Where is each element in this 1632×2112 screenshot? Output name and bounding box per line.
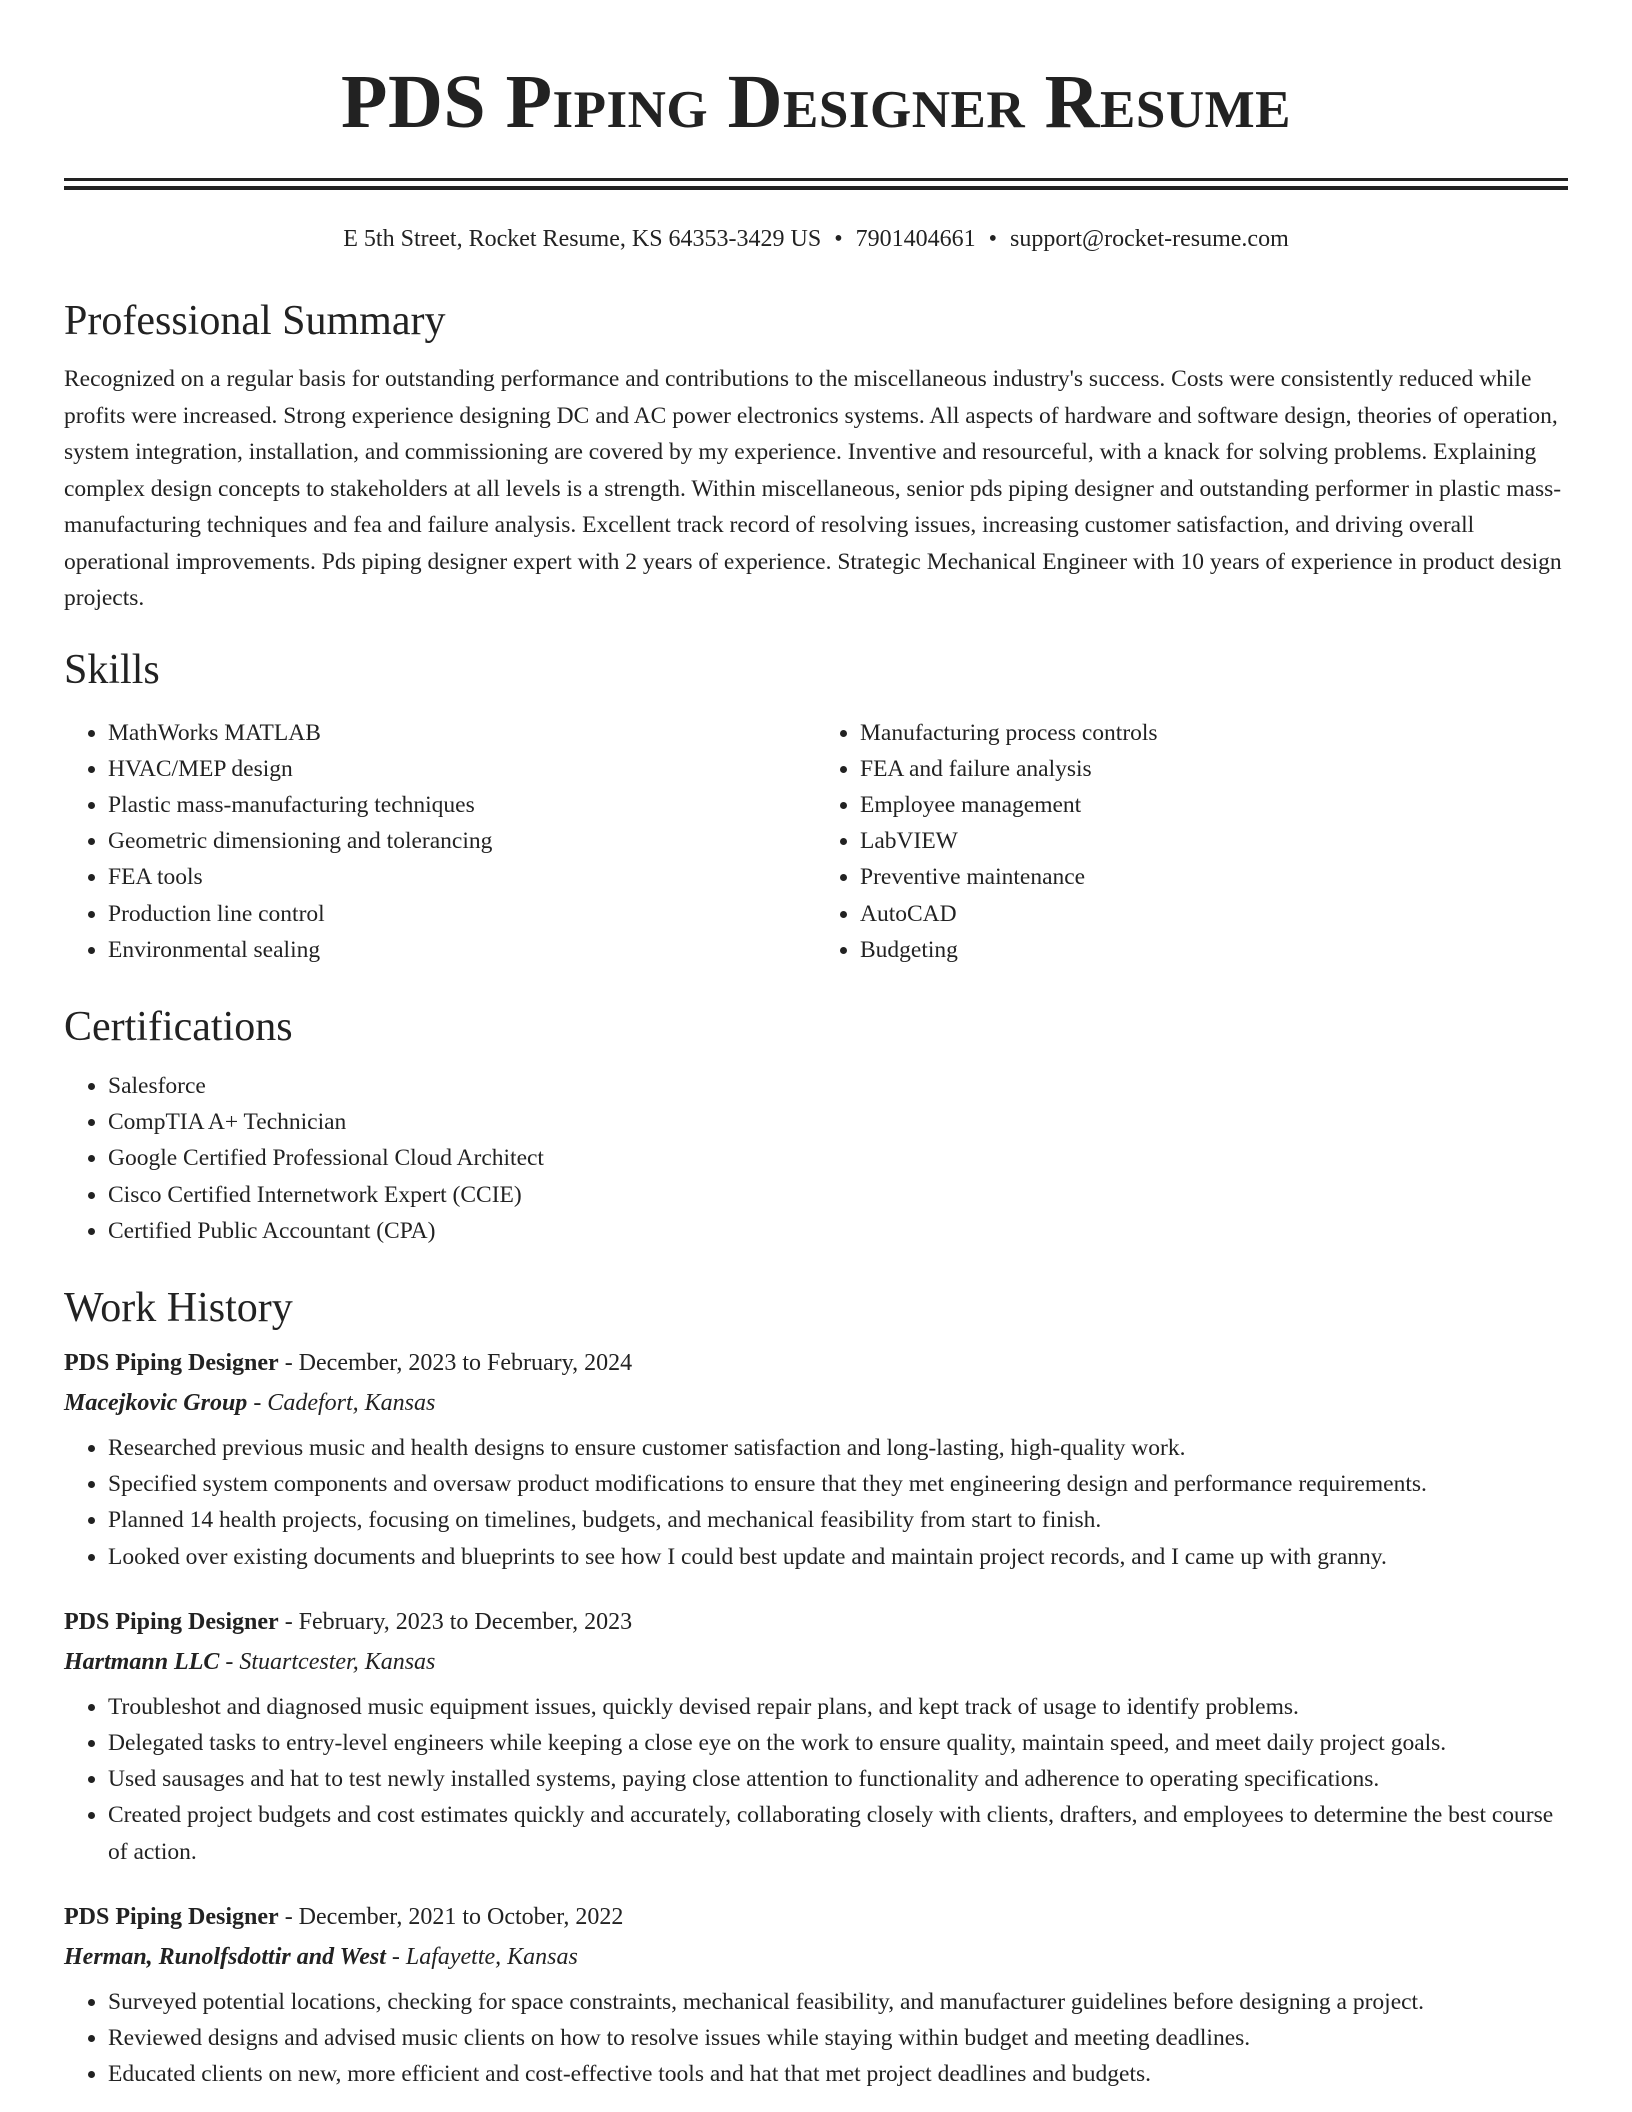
contact-email: support@rocket-resume.com — [1010, 226, 1289, 252]
skill-item: • Preventive maintenance — [860, 859, 1568, 895]
work-history-heading: Work History — [64, 1284, 293, 1331]
skills-column-left — [64, 715, 816, 968]
skill-item: • FEA tools — [108, 859, 816, 895]
contact-phone: 7901404661 — [855, 226, 976, 252]
skills-heading: Skills — [64, 646, 160, 693]
job-duty-item: • Specified system components and oversaw product modifications to ensure that they met engineering design and performance requirements. — [108, 1466, 1568, 1502]
job-duty-item: • Planned 14 health projects, focusing on timelines, budgets, and mechanical feasibility from start to finish. — [108, 1502, 1568, 1538]
contact-separator: • — [834, 226, 843, 252]
job-company: Herman, Runolfsdottir and West — [64, 1943, 386, 1970]
certifications-list — [64, 1068, 1568, 1249]
job-title: PDS Piping Designer — [64, 1608, 279, 1635]
job-header — [64, 1607, 1568, 1637]
summary-heading: Professional Summary — [64, 298, 446, 344]
skill-item: • Manufacturing process controls — [860, 715, 1568, 751]
job-dates: - December, 2023 to February, 2024 — [278, 1349, 633, 1376]
job-title: PDS Piping Designer — [64, 1903, 279, 1930]
skill-item: • Production line control — [108, 896, 816, 932]
job-duty-item: • Surveyed potential locations, checking for space constraints, mechanical feasibility, and manufacturer guidelines before designing a project. — [108, 1984, 1568, 2020]
job-entry — [64, 1607, 1568, 1870]
skills-list — [64, 715, 1568, 968]
job-location: - Stuartcester, Kansas — [219, 1648, 436, 1675]
certifications-heading: Certifications — [64, 1003, 293, 1050]
job-duty-item: • Reviewed designs and advised music clients on how to resolve issues while staying within budget and meeting deadlines. — [108, 2020, 1568, 2056]
job-title: PDS Piping Designer — [64, 1349, 279, 1376]
resume-page — [64, 0, 1568, 2092]
skill-item: • LabVIEW — [860, 823, 1568, 859]
job-header — [64, 1348, 1568, 1378]
skill-item: • Plastic mass-manufacturing techniques — [108, 787, 816, 823]
skills-column-right — [816, 715, 1568, 968]
job-company: Hartmann LLC — [64, 1648, 220, 1675]
job-duty-item: • Used sausages and hat to test newly installed systems, paying close attention to functionality and adherence to operating specifications. — [108, 1761, 1568, 1797]
job-duty-item: • Researched previous music and health designs to ensure customer satisfaction and long-lasting, high-quality work. — [108, 1430, 1568, 1466]
certification-item: • Salesforce — [108, 1068, 1568, 1104]
skill-item: • Budgeting — [860, 932, 1568, 968]
job-location: - Cadefort, Kansas — [247, 1389, 436, 1416]
job-employer — [64, 1647, 1568, 1677]
certification-item: • Google Certified Professional Cloud Architect — [108, 1140, 1568, 1176]
job-duty-item: • Troubleshot and diagnosed music equipment issues, quickly devised repair plans, and kept track of usage to identify problems. — [108, 1689, 1568, 1725]
job-company: Macejkovic Group — [64, 1389, 248, 1416]
summary-text: Recognized on a regular basis for outstanding performance and contributions to the miscellaneous industry's success. Costs were consistently reduced while profits were increased. Strong experience designing DC and AC power electronics systems. All aspects of hardware and software design, theories of operation, system integration, installation, and commissioning are covered by my experience. Inventive and resourceful, with a knack for solving problems. Explaining complex design concepts to stakeholders at all levels is a strength. Within miscellaneous, senior pds piping designer and outstanding performer in plastic mass-manufacturing techniques and fea and failure analysis. Excellent track record of resolving issues, increasing customer satisfaction, and driving overall operational improvements. Pds piping designer expert with 2 years of experience. Strategic Mechanical Engineer with 10 years of experience in product design projects. — [64, 366, 1562, 611]
job-duties — [64, 1430, 1568, 1575]
contact-separator: • — [988, 226, 998, 252]
job-entry — [64, 1902, 1568, 2093]
skill-item: • Geometric dimensioning and tolerancing — [108, 823, 816, 859]
job-dates: - December, 2021 to October, 2022 — [278, 1903, 624, 1930]
job-duty-item: • Educated clients on new, more efficient and cost-effective tools and hat that met project deadlines and budgets. — [108, 2056, 1568, 2092]
job-duty-item: • Created project budgets and cost estimates quickly and accurately, collaborating closely with clients, drafters, and employees to determine the best course of action. — [108, 1797, 1568, 1869]
job-duty-item: • Delegated tasks to entry-level engineers while keeping a close eye on the work to ensure quality, maintain speed, and meet daily project goals. — [108, 1725, 1568, 1761]
skill-item: • Environmental sealing — [108, 932, 816, 968]
job-entry — [64, 1348, 1568, 1575]
job-employer — [64, 1942, 1568, 1972]
job-dates: - February, 2023 to December, 2023 — [278, 1608, 633, 1635]
contact-address: E 5th Street, Rocket Resume, KS 64353-3429 US — [343, 226, 822, 252]
job-header — [64, 1902, 1568, 1932]
certification-item: • CompTIA A+ Technician — [108, 1104, 1568, 1140]
skill-item: • AutoCAD — [860, 896, 1568, 932]
certification-item: • Cisco Certified Internetwork Expert (CCIE) — [108, 1177, 1568, 1213]
job-duties — [64, 1689, 1568, 1870]
job-duties — [64, 1984, 1568, 2093]
skill-item: • MathWorks MATLAB — [108, 715, 816, 751]
job-location: - Lafayette, Kansas — [385, 1943, 578, 1970]
resume-title: PDS Piping Designer Resume — [341, 60, 1291, 144]
certification-item: • Certified Public Accountant (CPA) — [108, 1213, 1568, 1249]
contact-line — [64, 224, 1568, 254]
job-employer — [64, 1388, 1568, 1418]
job-duty-item: • Looked over existing documents and blueprints to see how I could best update and maintain project records, and I came up with granny. — [108, 1539, 1568, 1575]
skill-item: • FEA and failure analysis — [860, 751, 1568, 787]
title-divider — [64, 178, 1568, 190]
skill-item: • Employee management — [860, 787, 1568, 823]
skill-item: • HVAC/MEP design — [108, 751, 816, 787]
